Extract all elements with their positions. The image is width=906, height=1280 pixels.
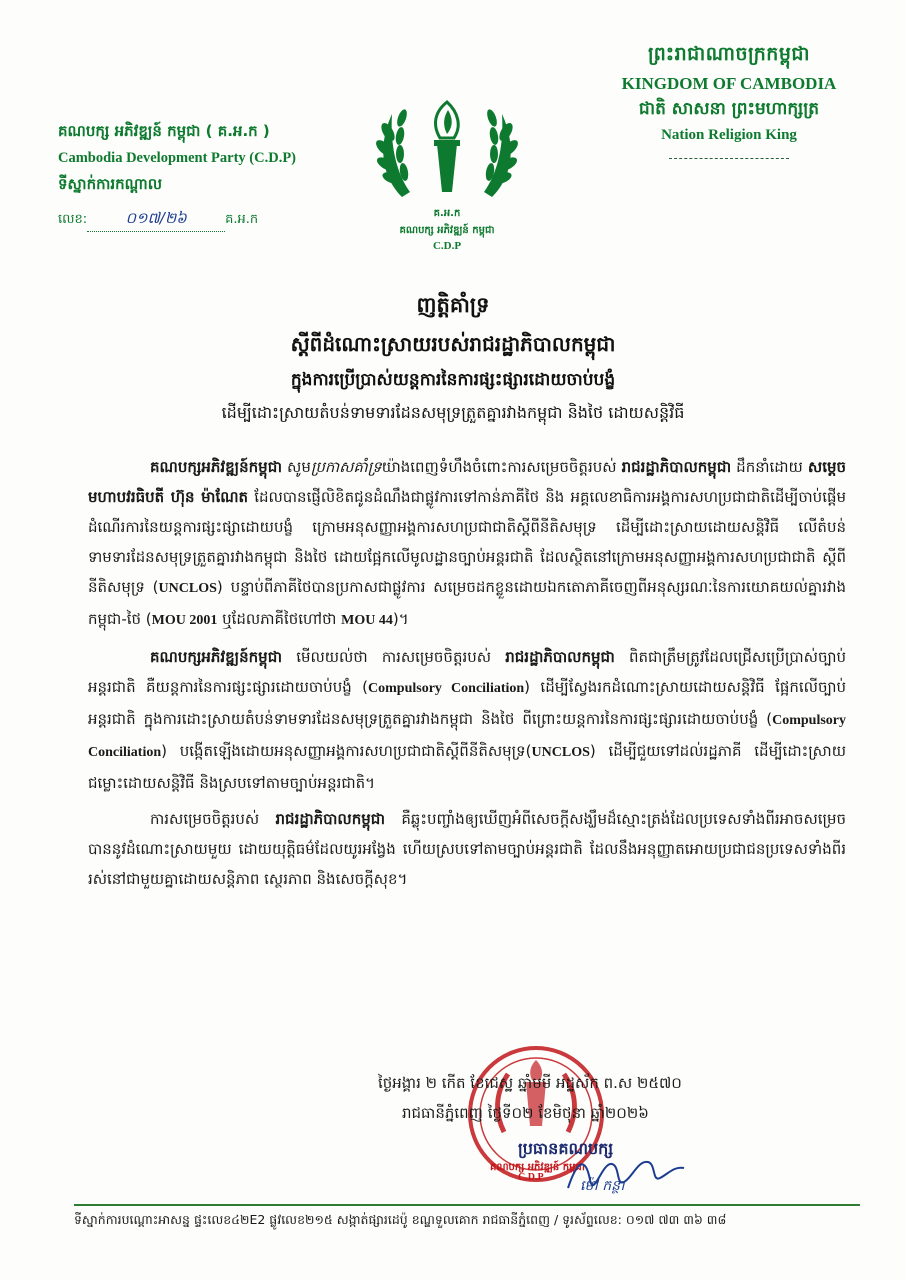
party-name-en: Cambodia Development Party (C.D.P) bbox=[58, 150, 297, 166]
kingdom-name-kh: ព្រះរាជាណាចក្រកម្ពុជា bbox=[648, 43, 810, 65]
government-name-inline: រាជរដ្ឋាភិបាលកម្ពុជា bbox=[505, 648, 615, 666]
text-run-en: UNCLOS bbox=[531, 745, 590, 760]
leader-name-inline: សម្តេចមហាបវរធិបតី ហ៊ុន ម៉ាណែត bbox=[88, 458, 847, 506]
footer-divider bbox=[74, 1204, 860, 1206]
party-logo bbox=[352, 92, 542, 272]
text-run: ឬដែលភាគីថៃហៅថា bbox=[217, 610, 342, 628]
text-run: ដឹកនាំដោយ bbox=[731, 458, 808, 476]
logo-abbr-kh: គ.អ.ក bbox=[433, 208, 461, 219]
text-run: មើលយល់ថា ការសម្រេចចិត្តរបស់ bbox=[281, 648, 506, 666]
document-subtitle-2: ក្នុងការប្រើប្រាស់យន្តការនៃការផ្សះផ្សារដោយចាប់បង្ខំ bbox=[290, 370, 616, 390]
torch-wreath-icon bbox=[362, 92, 532, 212]
header-divider bbox=[669, 158, 789, 159]
reference-suffix: គ.អ.ក bbox=[225, 212, 259, 227]
lunar-date: ថ្ងៃអង្គារ ២ កើត ខែជេស្ឋ ឆ្នាំមមី អដ្ឋស័ក ព.ស ២៥៧០ bbox=[378, 1074, 682, 1092]
document-subtitle-3: ដើម្បីដោះស្រាយតំបន់ទាមទារដែនសមុទ្រត្រួតគ្នារវាងកម្ពុជា និងថៃ ដោយសន្តិវិធី bbox=[221, 403, 685, 422]
party-header bbox=[58, 122, 358, 232]
document-title: ញត្តិគាំទ្រ bbox=[416, 293, 490, 317]
text-run-italic: ប្រកាសគាំទ្រ bbox=[310, 458, 382, 476]
document-headings bbox=[40, 292, 866, 426]
party-name-kh: គណបក្ស អភិវឌ្ឍន៍ កម្ពុជា ( គ.អ.ក ) bbox=[58, 122, 270, 140]
reference-value: ០១៧/២៦ bbox=[87, 209, 225, 232]
government-name-inline: រាជរដ្ឋាភិបាលកម្ពុជា bbox=[275, 810, 386, 828]
text-run-en: Compulsory Conciliation bbox=[88, 713, 846, 760]
motto-kh: ជាតិ សាសនា ព្រះមហាក្សត្រ bbox=[638, 99, 820, 119]
kingdom-name-en: KINGDOM OF CAMBODIA bbox=[621, 74, 837, 93]
signer-role: ប្រធានគណបក្ស bbox=[518, 1139, 614, 1158]
text-run: សូម bbox=[281, 458, 311, 476]
logo-name-kh: គណបក្ស អភិវឌ្ឍន៍ កម្ពុជា bbox=[399, 225, 495, 236]
reference-number bbox=[58, 209, 358, 232]
text-run-en: MOU 2001 bbox=[151, 613, 218, 628]
signer-name: ម៉ៅ កន្ថា bbox=[580, 1178, 625, 1194]
text-run: ដែលបានផ្ញើលិខិតជូនដំណឹងជាផ្លូវការទៅកាន់ភាគីថៃ និង អគ្គលេខាធិការអង្គការសហប្រជាជាតិដើម្បីចាប់ផ្តើមដំណើរការនៃយន្តការផ្សះផ្សាដោយបង្ខំ ក្រោមអនុសញ្ញាអង្គការសហប្រជាជាតិស្តីពីនីតិសមុទ្រ ដើម្បីដោះស្រាយដោយសន្តិវិធី លើតំបន់ទាមទារដែនសមុទ្រត្រួតគ្នារវាងកម្ពុជា និងថៃ ដោយផ្អែកលើមូលដ្ឋានច្បាប់អន្តរជាតិ ដែលស្ថិតនៅក្រោមអនុសញ្ញាអង្គការសហប្រជាជាតិ ស្តីពីនីតិសមុទ្រ ( bbox=[88, 488, 847, 596]
kingdom-header bbox=[604, 42, 854, 159]
motto-en: Nation Religion King bbox=[661, 127, 797, 143]
paragraph-3 bbox=[88, 804, 846, 894]
document-body bbox=[88, 452, 846, 900]
stamp-text-en: C.D.P bbox=[518, 1172, 544, 1183]
footer-address: ទីស្នាក់ការបណ្តោះអាសន្ន ផ្ទះលេខ៤២E2 ផ្លូវលេខ២១៥ សង្កាត់ផ្សារដេប៉ូ ខណ្ឌទួលគោក រាជធានីភ្នំពេញ / ទូរស័ព្ទលេខ: ០១៧ ៧៣ ៣៦ ៣៨ bbox=[74, 1212, 727, 1227]
text-run: ពិតជាត្រឹមត្រូវដែលជ្រើសប្រើប្រាស់ច្បាប់អន្តរជាតិ គឺយន្តការនៃការផ្សះផ្សារដោយចាប់បង្ខំ ( bbox=[88, 648, 846, 696]
logo-abbr-en: C.D.P bbox=[432, 240, 462, 252]
text-run: ) ដើម្បីជួយទៅដល់រដ្ឋភាគី ដើម្បីដោះស្រាយជម្លោះដោយសន្តិវិធី និងស្របទៅតាមច្បាប់អន្តរជាតិ។ bbox=[88, 742, 846, 792]
government-name-inline: រាជរដ្ឋាភិបាលកម្ពុជា bbox=[621, 458, 732, 476]
party-name-inline: គណបក្សអភិវឌ្ឍន៍កម្ពុជា bbox=[150, 648, 282, 666]
text-run: ) ដើម្បីស្វែងរកដំណោះស្រាយដោយសន្តិវិធី ផ្អែកលើច្បាប់អន្តរជាតិ ក្នុងការដោះស្រាយតំបន់ទាមទារដែនសមុទ្រត្រួតគ្នារវាងកម្ពុជា និងថៃ ពីព្រោះយន្តការនៃការផ្សះផ្សារដោយចាប់បង្ខំ ( bbox=[88, 678, 847, 728]
text-run-en: MOU 44 bbox=[341, 613, 393, 628]
solar-date: រាជធានីភ្នំពេញ ថ្ងៃទី០២ ខែមិថុនា ឆ្នាំ២០២៦ bbox=[402, 1104, 649, 1122]
text-run-en: Compulsory Conciliation bbox=[368, 681, 525, 696]
text-run: ការសម្រេចចិត្តរបស់ bbox=[150, 810, 276, 828]
text-run: ) បន្ទាប់ពីភាគីថៃបានប្រកាសជាផ្លូវការ សម្រេចដកខ្លួនដោយឯកតោភាគីចេញពីអនុស្សរណៈនៃការយោគយល់គ្នារវាងកម្ពុជា-ថៃ ( bbox=[88, 578, 846, 628]
text-run-en: UNCLOS bbox=[158, 581, 217, 596]
party-hq: ទីស្នាក់ការកណ្តាល bbox=[58, 175, 163, 193]
text-run: ) បង្កើតឡើងដោយអនុសញ្ញាអង្គការសហប្រជាជាតិស្តីពីនីតិសមុទ្រ( bbox=[161, 742, 532, 760]
document-subtitle: ស្តីពីដំណោះស្រាយរបស់រាជរដ្ឋាភិបាលកម្ពុជា bbox=[290, 332, 616, 356]
text-run: គឺឆ្លុះបញ្ចាំងឲ្យឃើញអំពីសេចក្តីសង្ឃឹមដ៏ស្មោះត្រង់ដែលប្រទេសទាំងពីរអាចសម្រេចបាននូវដំណោះស្រាយមួយ ដោយយុត្តិធម៌ដែលយូរអង្វែង ហើយស្របទៅតាមច្បាប់អន្តរជាតិ ដែលនឹងអនុញ្ញាតអោយប្រជាជនប្រទេសទាំងពីររស់នៅជាមួយគ្នាដោយសន្តិភាព ស្ថេរភាព និងសេចក្តីសុខ។ bbox=[88, 810, 846, 888]
paragraph-1 bbox=[88, 452, 846, 636]
text-run: យ៉ាងពេញទំហឹងចំពោះការសម្រេចចិត្តរបស់ bbox=[381, 458, 622, 476]
party-name-inline: គណបក្សអភិវឌ្ឍន៍កម្ពុជា bbox=[150, 458, 282, 476]
reference-label: លេខ: bbox=[58, 212, 88, 227]
stamp-text-kh: គណបក្ស អភិវឌ្ឍន៍ កម្ពុជា bbox=[490, 1162, 585, 1173]
text-run: )។ bbox=[392, 610, 409, 628]
paragraph-2 bbox=[88, 642, 846, 798]
